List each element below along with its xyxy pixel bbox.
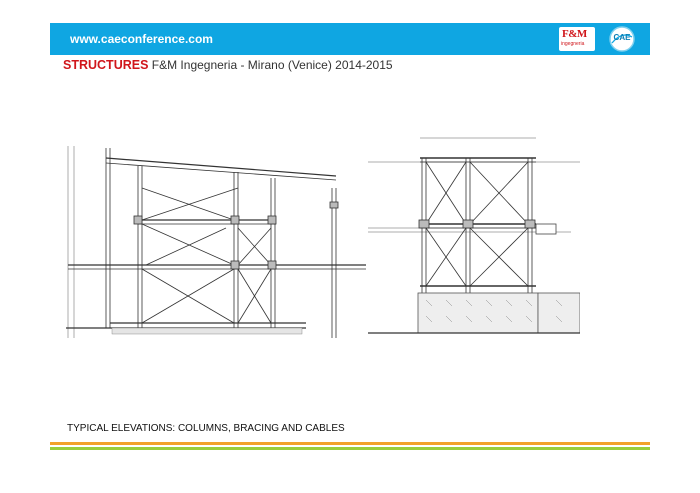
left-elevation (66, 146, 366, 338)
structural-elevation-drawing (66, 128, 580, 350)
fm-ingegneria-logo (559, 27, 595, 51)
title-accent: STRUCTURES (63, 58, 149, 72)
site-url-link[interactable]: www.caeconference.com (70, 32, 213, 46)
right-elevation (368, 138, 580, 333)
fm-logo-subtext: ingegneria (561, 41, 585, 47)
page-title (63, 58, 393, 72)
footer-rule-orange (50, 442, 650, 445)
cae-logo-text: CAE (613, 33, 631, 42)
fm-logo-text: F&M (562, 28, 587, 40)
footer-rule-green (50, 447, 650, 450)
figure-caption: TYPICAL ELEVATIONS: COLUMNS, BRACING AND CABLES (67, 423, 345, 434)
title-rest: F&M Ingegneria - Mirano (Venice) 2014-2015 (151, 58, 393, 72)
header-bar (50, 23, 650, 55)
cae-logo (602, 25, 642, 53)
